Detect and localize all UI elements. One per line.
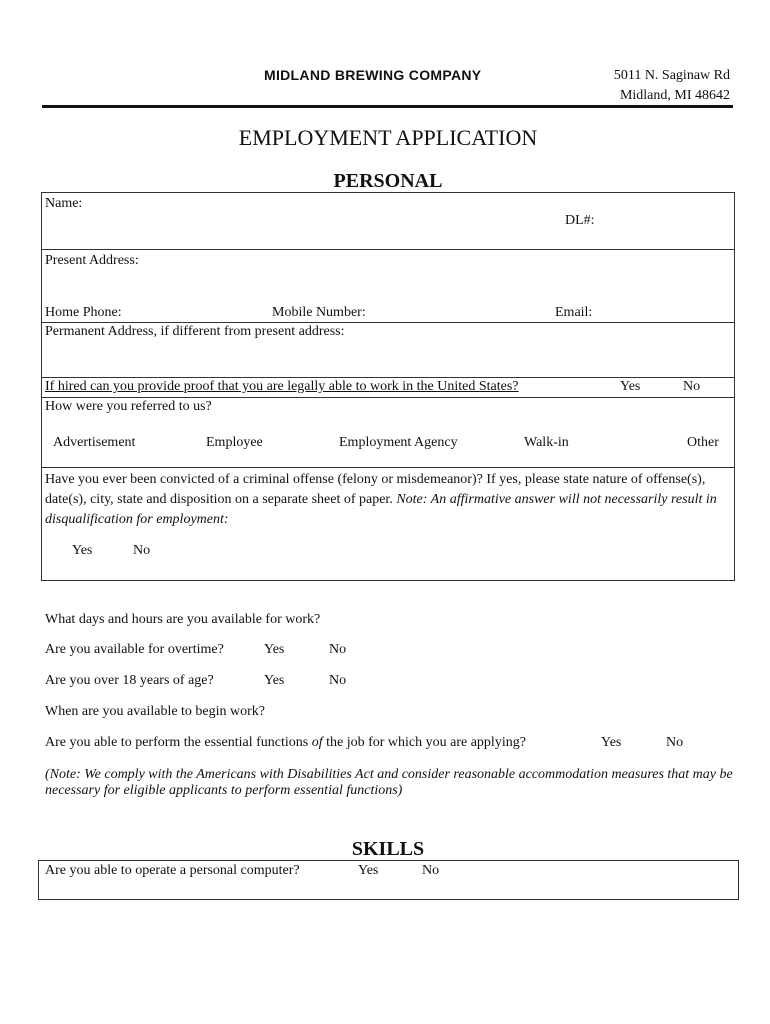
- address-line-1: 5011 N. Saginaw Rd: [613, 68, 730, 83]
- referral-option-walk-in[interactable]: Walk-in: [524, 435, 569, 450]
- begin-work-question: When are you available to begin work?: [45, 704, 266, 719]
- divider: [41, 322, 735, 323]
- essential-functions-text-1: Are you able to perform the essential functions: [45, 735, 309, 750]
- company-address: [614, 66, 730, 106]
- page-title: EMPLOYMENT APPLICATION: [238, 125, 538, 150]
- essential-functions-no[interactable]: No: [666, 735, 684, 750]
- legal-work-question: If hired can you provide proof that you are legally able to work in the United States?: [45, 379, 519, 394]
- referral-question: How were you referred to us?: [45, 399, 212, 414]
- referral-option-other[interactable]: Other: [687, 435, 719, 450]
- divider: [41, 467, 735, 468]
- dl-label: DL#:: [565, 213, 595, 228]
- divider: [41, 249, 735, 250]
- criminal-yes[interactable]: Yes: [72, 543, 93, 558]
- divider: [41, 397, 735, 398]
- email-label: Email:: [555, 305, 593, 320]
- referral-option-employee[interactable]: Employee: [206, 435, 263, 450]
- essential-functions-text-2: the job for which you are applying?: [326, 735, 526, 750]
- ada-note: (Note: We comply with the Americans with Disabilities Act and consider reasonable accommodation measures that may be necessary for eligible applicants to perform essential functions): [45, 767, 733, 798]
- over-18-no[interactable]: No: [329, 673, 347, 688]
- computer-no[interactable]: No: [422, 863, 440, 878]
- home-phone-label: Home Phone:: [45, 305, 122, 320]
- permanent-address-label: Permanent Address, if different from present address:: [45, 324, 345, 339]
- computer-yes[interactable]: Yes: [358, 863, 379, 878]
- overtime-yes[interactable]: Yes: [264, 642, 285, 657]
- criminal-offense-question: [45, 470, 729, 530]
- criminal-no[interactable]: No: [133, 543, 151, 558]
- referral-option-employment-agency[interactable]: Employment Agency: [339, 435, 458, 450]
- skills-heading: SKILLS: [351, 838, 425, 860]
- computer-question: Are you able to operate a personal computer?: [45, 863, 300, 878]
- mobile-number-label: Mobile Number:: [272, 305, 366, 320]
- essential-functions-of: of: [311, 735, 323, 750]
- overtime-no[interactable]: No: [329, 642, 347, 657]
- name-label: Name:: [45, 196, 83, 211]
- header-rule: [42, 105, 733, 108]
- criminal-offense-note: Note: An affirmative answer will not necessarily result in disqualification for employment:: [45, 492, 717, 527]
- address-line-2: Midland, MI 48642: [619, 88, 730, 103]
- legal-work-no[interactable]: No: [683, 379, 701, 394]
- over-18-question: Are you over 18 years of age?: [45, 673, 214, 688]
- legal-work-yes[interactable]: Yes: [620, 379, 641, 394]
- overtime-question: Are you available for overtime?: [45, 642, 224, 657]
- referral-option-advertisement[interactable]: Advertisement: [53, 435, 136, 450]
- essential-functions-question: [45, 735, 526, 751]
- personal-heading: PERSONAL: [333, 170, 443, 192]
- present-address-label: Present Address:: [45, 253, 139, 268]
- divider: [41, 377, 735, 378]
- criminal-offense-text: Have you ever been convicted of a criminal offense (felony or misdemeanor)? If yes, please state nature of offense(s), date(s), city, state and disposition on a separate sheet of paper.: [45, 472, 706, 507]
- over-18-yes[interactable]: Yes: [264, 673, 285, 688]
- company-name: MIDLAND BREWING COMPANY: [264, 67, 482, 83]
- days-hours-question: What days and hours are you available for work?: [45, 612, 321, 627]
- essential-functions-yes[interactable]: Yes: [601, 735, 622, 750]
